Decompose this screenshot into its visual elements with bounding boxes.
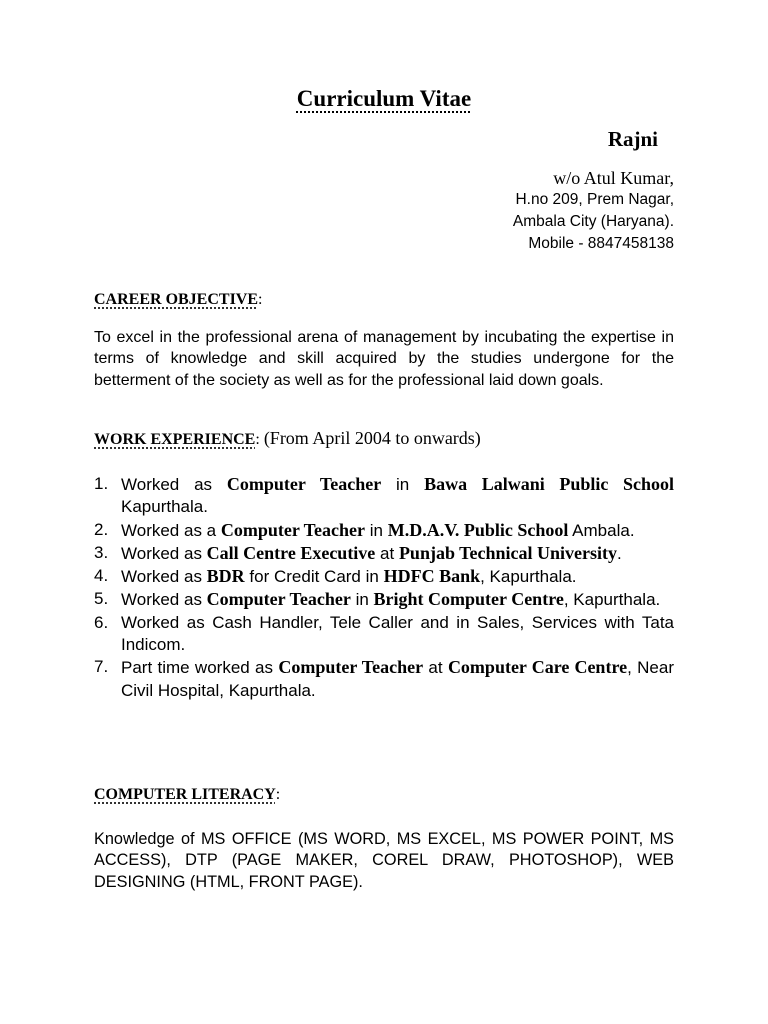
experience-text: in <box>350 590 374 610</box>
experience-text: at <box>375 543 399 563</box>
experience-item <box>94 612 674 657</box>
experience-text: for Credit Card in <box>244 567 384 587</box>
experience-text: Ambala. <box>568 520 635 540</box>
experience-text: in <box>365 520 388 540</box>
computer-literacy-text: Knowledge of MS OFFICE (MS WORD, MS EXCEL, MS POWER POINT, MS ACCESS), DTP (PAGE MAKER, COREL DRAW, PHOTOSHOP), WEB DESIGNING (HTML, FRONT PAGE). <box>94 830 674 891</box>
experience-highlight: Call Centre Executive <box>206 542 376 563</box>
experience-highlight: Bright Computer Centre <box>373 589 564 610</box>
heading-text: COMPUTER LITERACY <box>94 786 276 803</box>
work-experience-list <box>94 473 674 702</box>
experience-item-number: 7. <box>94 657 109 677</box>
experience-item <box>94 519 674 542</box>
experience-item-number: 5. <box>94 589 109 609</box>
experience-text: Worked as <box>121 543 207 563</box>
experience-text: Kapurthala. <box>121 497 208 517</box>
experience-highlight: HDFC Bank <box>383 566 481 587</box>
heading-colon: : <box>258 291 263 308</box>
experience-highlight: Computer Teacher <box>226 474 382 494</box>
experience-text: Worked as a <box>121 520 221 540</box>
experience-text: Worked as <box>121 475 227 494</box>
experience-item <box>94 656 674 702</box>
experience-item <box>94 588 674 611</box>
candidate-name: Rajni <box>607 127 658 151</box>
experience-item-number: 6. <box>94 612 109 632</box>
experience-text: , Kapurthala. <box>563 590 661 610</box>
experience-highlight: Computer Teacher <box>206 589 351 610</box>
experience-text: Worked as Cash Handler, Tele Caller and in Sales, Services with Tata Indicom. <box>121 612 674 655</box>
experience-text: Worked as <box>121 590 207 610</box>
experience-highlight: Punjab Technical University <box>398 542 617 563</box>
document-title: Curriculum Vitae <box>296 86 472 111</box>
experience-text: at <box>423 658 448 678</box>
heading-text: WORK EXPERIENCE <box>94 431 256 448</box>
experience-highlight: BDR <box>206 566 245 587</box>
experience-text: , Kapurthala. <box>480 567 577 587</box>
experience-highlight: M.D.A.V. Public School <box>387 519 569 540</box>
heading-colon: : <box>275 786 281 803</box>
experience-highlight: Computer Teacher <box>220 519 366 540</box>
address-line: w/o Atul Kumar, <box>553 168 674 188</box>
experience-item <box>94 565 674 588</box>
work-experience-period: (From April 2004 to onwards) <box>263 428 481 448</box>
experience-item-number: 3. <box>94 542 109 562</box>
experience-text: , Near Civil Hospital, Kapurthala. <box>121 658 675 700</box>
career-objective-heading <box>94 291 262 309</box>
heading-colon: : <box>255 431 264 448</box>
experience-text: Part time worked as <box>121 658 279 678</box>
experience-highlight: Computer Care Centre <box>447 657 628 678</box>
address-line: H.no 209, Prem Nagar, <box>515 191 674 208</box>
experience-item <box>94 542 674 565</box>
experience-highlight: Bawa Lalwani Public School <box>424 474 674 494</box>
mobile-line: Mobile - 8847458138 <box>528 235 674 252</box>
experience-item-number: 2. <box>94 519 109 539</box>
experience-text: in <box>381 475 425 494</box>
experience-item <box>94 473 674 519</box>
experience-text: . <box>616 543 622 563</box>
experience-text: Worked as <box>121 567 207 587</box>
experience-item-number: 4. <box>94 566 109 586</box>
address-block <box>513 167 674 255</box>
career-objective-text: To excel in the professional arena of management by incubating the expertise in terms of knowledge and skill acquired by the studies undergone for the betterment of the society as well as for the professional laid down goals. <box>94 329 674 389</box>
experience-highlight: Computer Teacher <box>278 657 424 678</box>
address-line: Ambala City (Haryana). <box>512 213 674 230</box>
computer-literacy-heading <box>94 786 280 804</box>
work-experience-heading <box>94 428 481 449</box>
experience-item-number: 1. <box>94 474 109 493</box>
heading-text: CAREER OBJECTIVE <box>94 291 259 308</box>
